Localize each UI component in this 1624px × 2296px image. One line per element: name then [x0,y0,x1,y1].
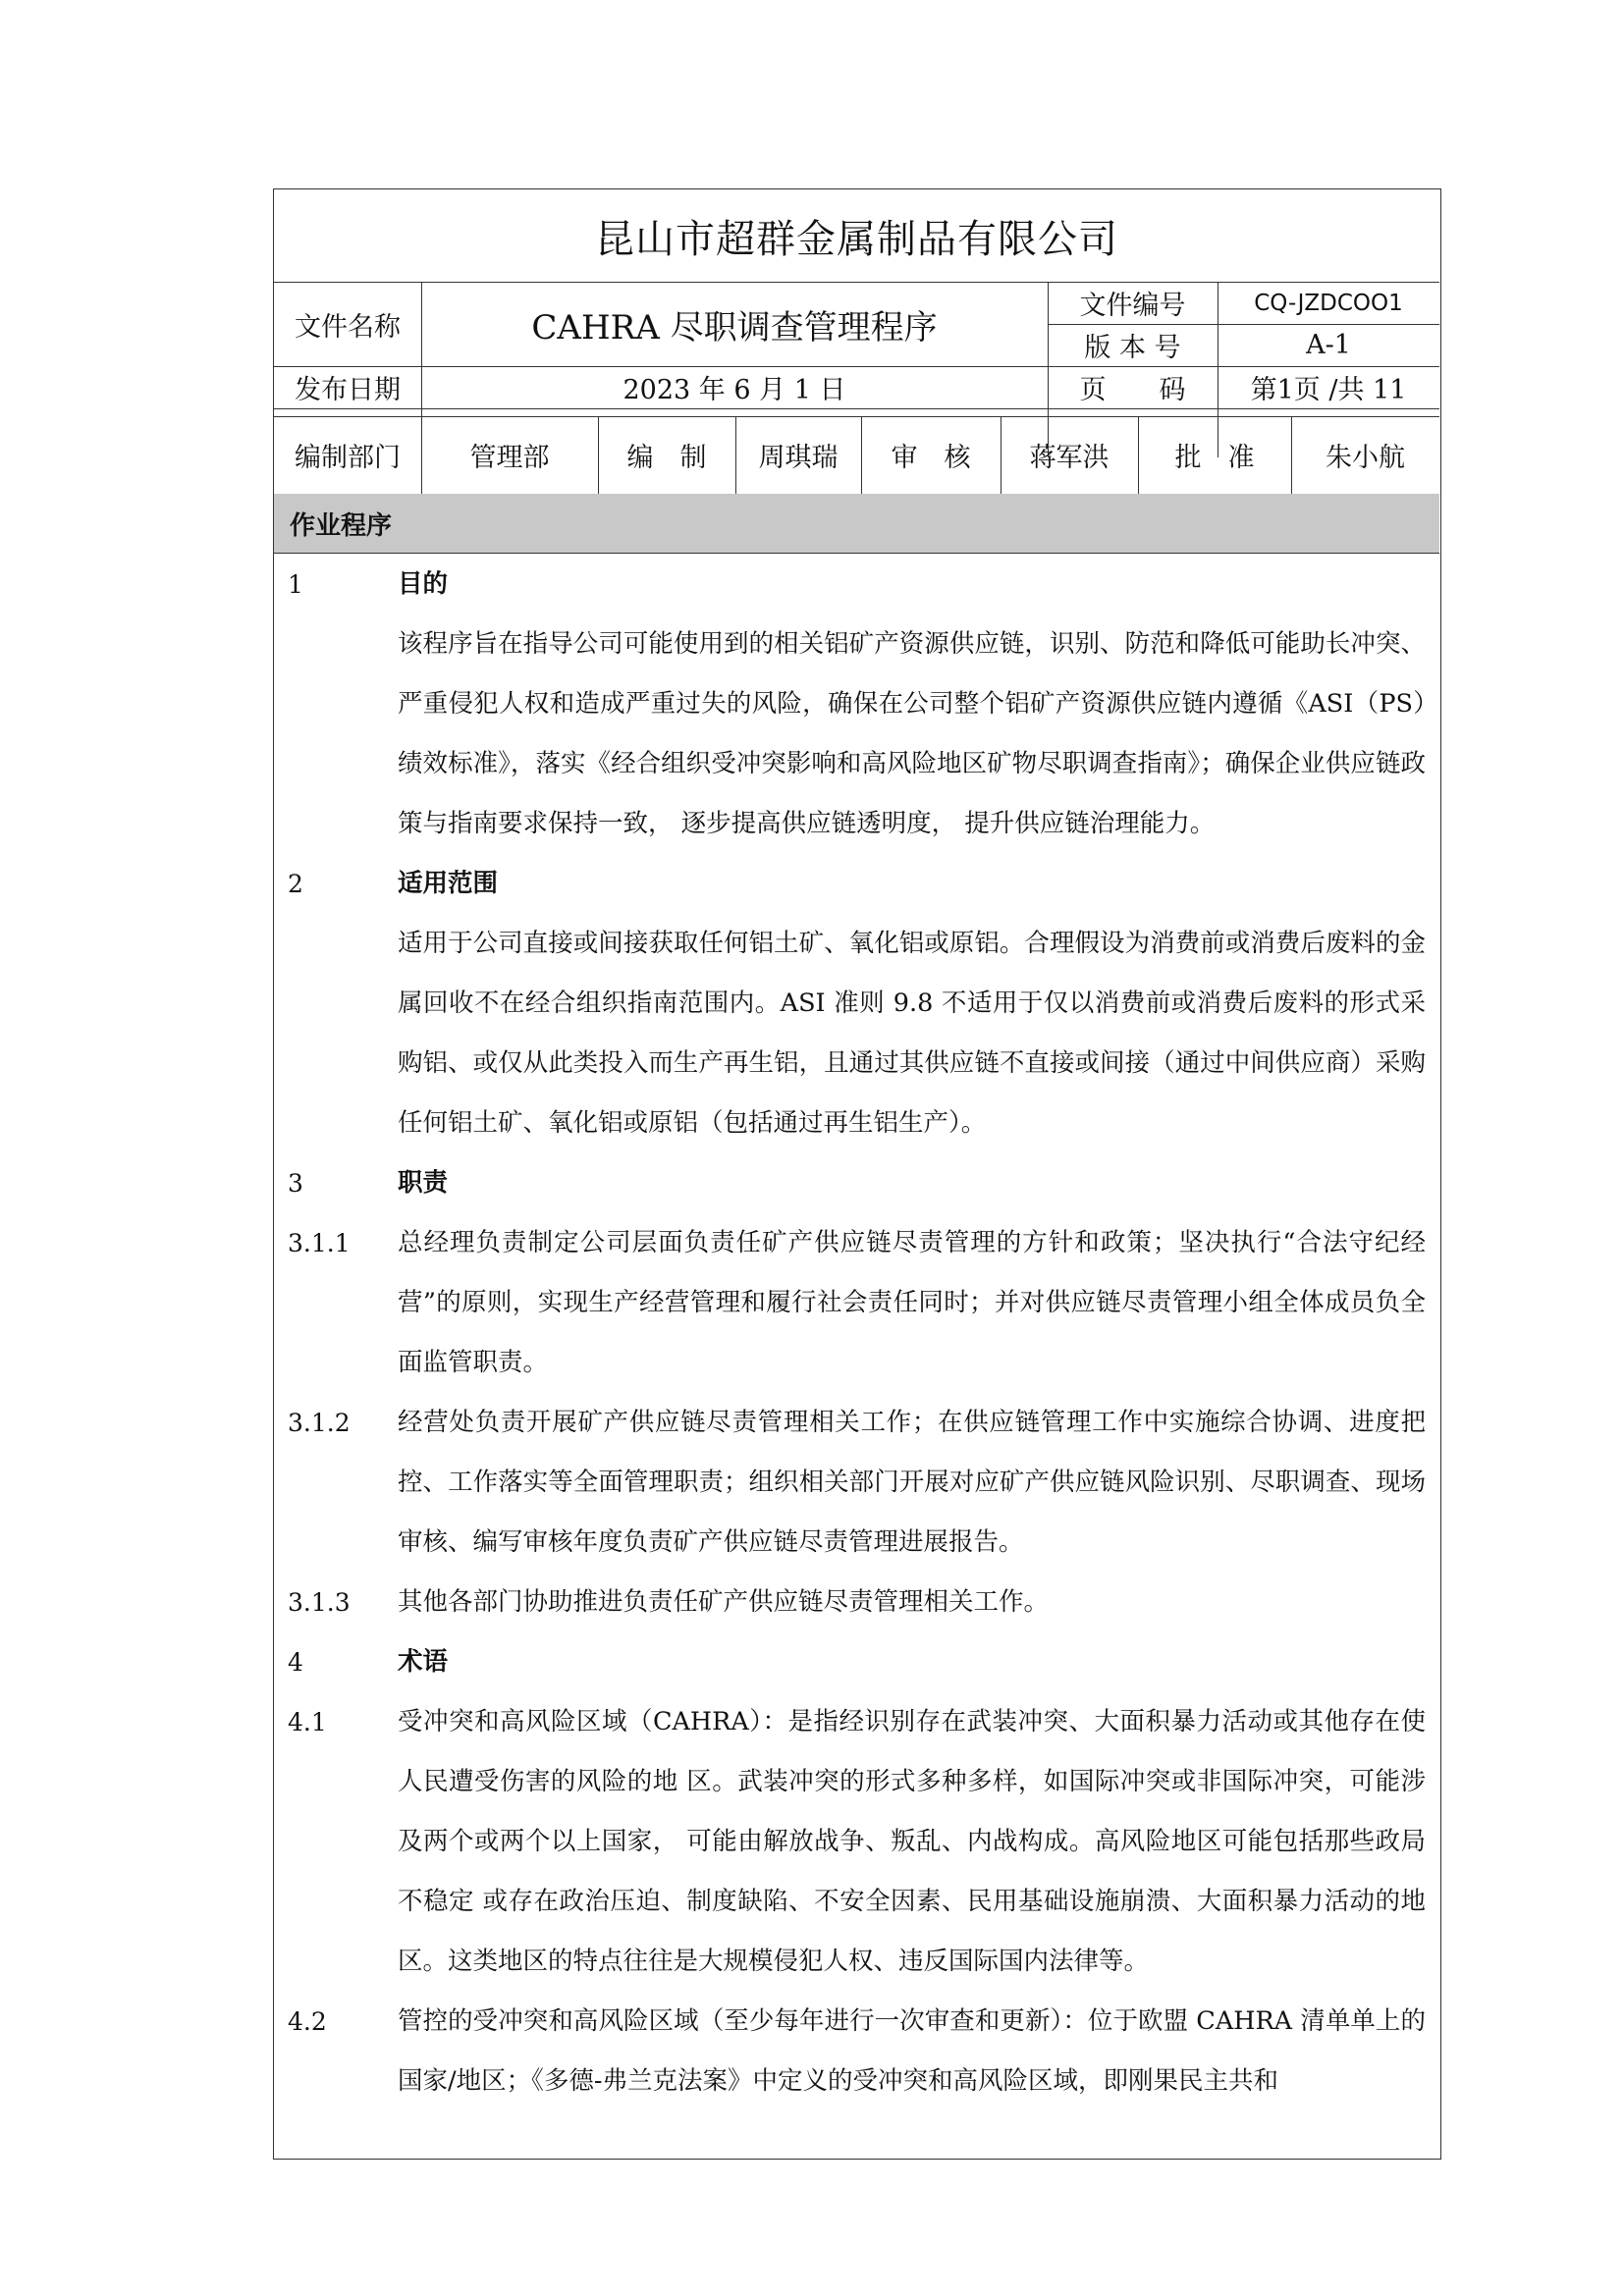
paragraph-text: 适用于公司直接或间接获取任何铝土矿、氧化铝或原铝。合理假设为消费前或消费后废料的金属回收不在经合组织指南范围内。ASI 准则 9.8 不适用于仅以消费前或消费后废料的形式采购铝、或仅从此类投入而生产再生铝，且通过其供应链不直接或间接（通过中间供应商）采购任何铝土矿、氧化铝或原铝（包括通过再生铝生产）。 [398,929,1426,1138]
document-title: CAHRA 尽职调查管理程序 [531,307,938,347]
item-number: 4.1 [288,1708,327,1736]
reviewed-by: 蒋军洪 [1029,443,1110,473]
paragraph [274,1213,1439,1393]
paragraph [274,1992,1439,2111]
document-body [274,555,1439,2111]
paragraph [274,1573,1439,1632]
dept: 管理部 [469,443,550,473]
section-heading [274,854,1439,914]
prepared-label: 编 制 [626,443,707,473]
section-heading [274,555,1439,614]
paragraph-text: 该程序旨在指导公司可能使用到的相关铝矿产资源供应链，识别、防范和降低可能助长冲突、严重侵犯人权和造成严重过失的风险，确保在公司整个铝矿产资源供应链内遵循《ASI（PS）绩效标准》，落实《经合组织受冲突影响和高风险地区矿物尽职调查指南》；确保企业供应链政策与指南要求保持一致， 逐步提高供应链透明度， 提升供应链治理能力。 [398,629,1426,838]
divider [274,408,1439,409]
paragraph-text: 管控的受冲突和高风险区域（至少每年进行一次审查和更新）：位于欧盟 CAHRA 清单单上的国家/地区；《多德-弗兰克法案》中定义的受冲突和高风险区域，即刚果民主共和 [398,2006,1426,2096]
doc-no-label: 文件编号 [1079,291,1186,321]
item-number: 4 [288,1648,303,1677]
approve-label: 批 准 [1174,443,1255,473]
review-label: 审 核 [891,443,971,473]
heading-text: 目的 [398,569,449,599]
item-number: 3.1.1 [288,1229,351,1257]
heading-text: 术语 [398,1647,449,1677]
paragraph-text: 其他各部门协助推进负责任矿产供应链尽责管理相关工作。 [398,1587,1050,1617]
paragraph [274,914,1439,1153]
release-date: 2023 年 6 月 1 日 [623,375,846,405]
file-name-label: 文件名称 [295,311,401,343]
item-number: 1 [288,570,303,599]
item-number: 4.2 [288,2007,327,2036]
version-label: 版 本 号 [1084,333,1181,363]
paragraph-text: 总经理负责制定公司层面负责任矿产供应链尽责管理的方针和政策；坚决执行“合法守纪经营”的原则，实现生产经营管理和履行社会责任同时；并对供应链尽责管理小组全体成员负全面监管职责。 [398,1228,1426,1377]
section-heading [274,1632,1439,1692]
dept-label: 编制部门 [295,443,401,473]
item-number: 3.1.2 [288,1409,351,1437]
item-number: 3.1.3 [288,1588,351,1617]
heading-text: 职责 [398,1168,449,1198]
paragraph [274,614,1439,854]
paragraph [274,1393,1439,1573]
version: A-1 [1306,330,1351,360]
heading-text: 适用范围 [398,869,499,898]
page-number: 第1页 /共 11 [1250,375,1407,405]
divider [274,553,1439,554]
item-number: 3 [288,1169,303,1198]
paragraph-text: 经营处负责开展矿产供应链尽责管理相关工作；在供应链管理工作中实施综合协调、进度把控、工作落实等全面管理职责；组织相关部门开展对应矿产供应链风险识别、尽职调查、现场审核、编写审核年度负责矿产供应链尽责管理进展报告。 [398,1408,1426,1557]
prepared-by: 周琪瑞 [758,443,839,473]
paragraph [274,1692,1439,1992]
page-label: 页 码 [1079,375,1186,405]
section-bar [274,494,1439,553]
release-label: 发布日期 [295,375,401,405]
paragraph-text: 受冲突和高风险区域（CAHRA）：是指经识别存在武装冲突、大面积暴力活动或其他存在使人民遭受伤害的风险的地 区。武装冲突的形式多种多样，如国际冲突或非国际冲突，可能涉及两个或两个以上国家， 可能由解放战争、叛乱、内战构成。高风险地区可能包括那些政局不稳定 或存在政治压迫、制度缺陷、不安全因素、民用基础设施崩溃、大面积暴力活动的地区。这类地区的特点往往是大规模侵犯人权、违反国际国内法律等。 [398,1707,1426,1976]
company-name: 昆山市超群金属制品有限公司 [595,216,1118,262]
document-frame [273,188,1441,2160]
approved-by: 朱小航 [1326,443,1405,473]
section-title: 作业程序 [290,510,393,541]
section-heading [274,1153,1439,1213]
doc-no: CQ-JZDCOO1 [1254,290,1403,316]
item-number: 2 [288,870,303,898]
